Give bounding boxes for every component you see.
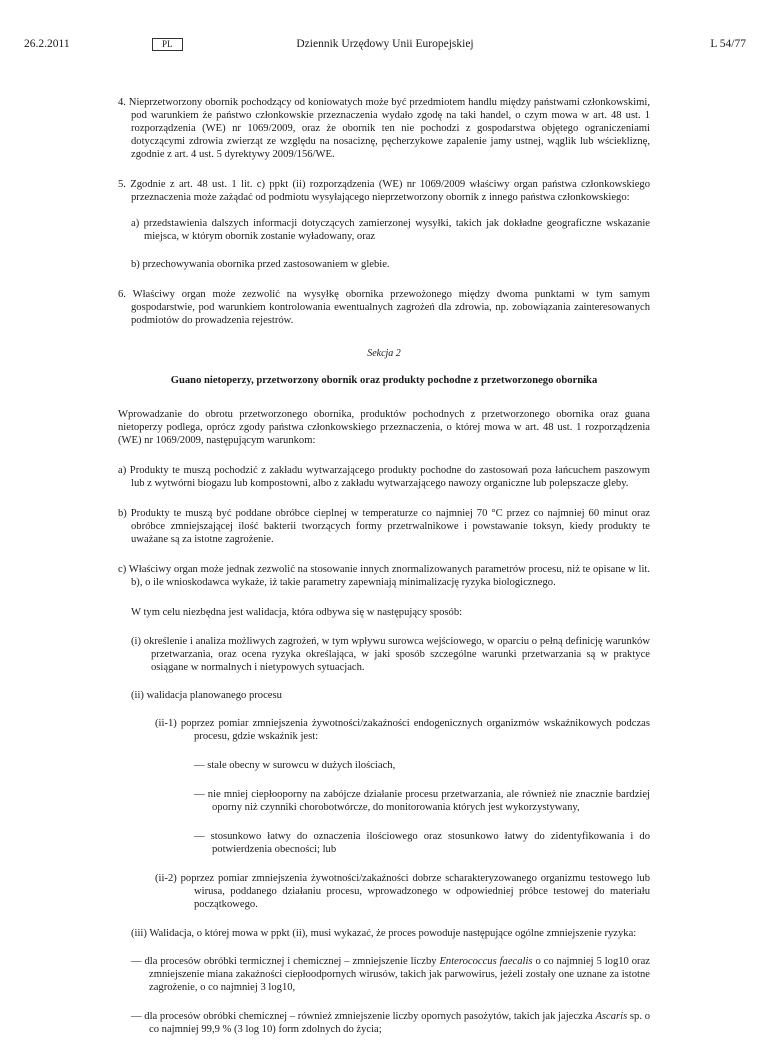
page-header (24, 38, 746, 54)
validation-step-ii-2: (ii-2) poprzez pomiar zmniejszenia żywotności/zakaźności dobrze scharakteryzowanego organizmu testowego lub wirusa, poddanego działaniu procesu, wprowadzonego w odpowiedniej próbce testowej do materiału początkowego. (155, 873, 650, 910)
page-number: L 54/77 (710, 38, 746, 50)
validation-step-ii-1: (ii-1) poprzez pomiar zmniejszenia żywotności/zakaźności endogenicznych organizmów wskaźnikowych podczas procesu, gdzie wskaźnik jest: (155, 718, 650, 742)
indicator-criterion-2: — nie mniej ciepłooporny na zabójcze działanie procesu przetwarzania, ale również nie znacznie bardziej oporny niż czynniki chorobotwórcze, do monitorowania których jest wykorzystywany, (194, 789, 650, 813)
section-title: Guano nietoperzy, przetworzony obornik oraz produkty pochodne z przetworzonego obornika (170, 375, 598, 386)
risk-reduction-thermal: — dla procesów obróbki termicznej i chemicznej – zmniejszenie liczby Enterococcus faecalis o co najmniej 5 log10 oraz zmniejszenie miana zakaźności ciepłoodpornych wirusów, takich jak parwowirus, jeżeli zostały one uznane za istotne zagrożenie, o co najmniej 3 log10, (131, 956, 650, 993)
condition-a: a) Produkty te muszą pochodzić z zakładu wytwarzającego produkty pochodne do zastosowań poza łańcuchem paszowym lub z wytwórni biogazu lub kompostowni, albo z zakładu wytwarzającego nawozy organiczne lub polepszacze gleby. (118, 465, 650, 489)
condition-b: b) Produkty te muszą być poddane obróbce cieplnej w temperaturze co najmniej 70 °C przez co najmniej 60 minut oraz obróbce zmniejszającej ilość bakterii tworzących formy przetrwalnikowe i powstawanie toksyn, kiedy produkty te uważane są za istotne zagrożenie. (118, 508, 650, 545)
validation-step-iii: (iii) Walidacja, o której mowa w ppkt (ii), musi wykazać, że proces powoduje następujące ogólne zmniejszenie ryzyka: (131, 928, 637, 939)
condition-c: c) Właściwy organ może jednak zezwolić na stosowanie innych znormalizowanych parametrów procesu, niż te opisane w lit. b), o ile wnioskodawca wykaże, iż takie parametry zapewniają minimalizację ryzyka biologicznego. (118, 564, 650, 588)
language-badge: PL (152, 38, 183, 51)
section-intro: Wprowadzanie do obrotu przetworzonego obornika, produktów pochodnych z przetworzonego obornika oraz guana nietoperzy podlega, oprócz zgody państwa członkowskiego przeznaczenia, o której mowa w art. 48 ust. 1 rozporządzenia (WE) nr 1069/2009, następującym warunkom: (118, 409, 650, 446)
validation-intro: W tym celu niezbędna jest walidacja, która odbywa się w następujący sposób: (131, 607, 463, 618)
point-5: 5. Zgodnie z art. 48 ust. 1 lit. c) ppkt (ii) rozporządzenia (WE) nr 1069/2009 właściwy organ państwa członkowskiego przeznaczenia może zażądać od podmiotu wysyłającego nieprzetworzony obornik z innego państwa członkowskiego: (118, 179, 650, 203)
point-4: 4. Nieprzetworzony obornik pochodzący od koniowatych może być przedmiotem handlu między państwami członkowskimi, pod warunkiem że państwo członkowskie przeznaczenia wydało zgodę na taki handel, o czym mowa w art. 48 ust. 1 rozporządzenia (WE) nr 1069/2009, oraz że obornik ten nie pochodzi z gospodarstwa objętego ograniczeniami dotyczącymi zdrowia zwierząt ze względu na nosaciznę, pęcherzykowe zapalenie jamy ustnej, wąglik lub wściekliznę, zgodnie z art. 4 ust. 5 dyrektywy 2009/156/WE. (118, 97, 650, 160)
indicator-criterion-3: — stosunkowo łatwy do oznaczenia ilościowego oraz stosunkowo łatwy do zidentyfikowania i do potwierdzenia obecności; lub (194, 831, 650, 855)
risk-reduction-chemical: — dla procesów obróbki chemicznej – również zmniejszenie liczby opornych pasożytów, takich jak jajeczka Ascaris sp. o co najmniej 99,9 % (3 log 10) form zdolnych do życia; (131, 1011, 650, 1035)
document-body (118, 96, 650, 1052)
point-6: 6. Właściwy organ może zezwolić na wysyłkę obornika przewożonego między dwoma punktami w tym samym gospodarstwie, pod warunkiem kontrolowania ewentualnych zagrożeń dla zdrowia, np. zobowiązania zainteresowanych podmiotów do prowadzenia rejestrów. (118, 289, 650, 326)
journal-title: Dziennik Urzędowy Unii Europejskiej (296, 38, 474, 50)
section-label: Sekcja 2 (367, 348, 401, 359)
indicator-criterion-1: — stale obecny w surowcu w dużych ilościach, (194, 760, 396, 771)
publication-date: 26.2.2011 (24, 38, 70, 50)
validation-step-i: (i) określenie i analiza możliwych zagrożeń, w tym wpływu surowca wejściowego, w oparciu o pełną definicję warunków przetwarzania, oraz ocena ryzyka określająca, w jaki sposób szczególne warunki przetwarzania są w praktyce osiągane w normalnych i nietypowych sytuacjach. (131, 636, 650, 673)
validation-step-ii: (ii) walidacja planowanego procesu (131, 690, 282, 701)
point-5a: a) przedstawienia dalszych informacji dotyczących zamierzonej wysyłki, takich jak dokładne geograficzne wskazanie miejsca, w którym obornik zostanie wyładowany, oraz (131, 218, 650, 242)
point-5b: b) przechowywania obornika przed zastosowaniem w glebie. (131, 259, 390, 270)
